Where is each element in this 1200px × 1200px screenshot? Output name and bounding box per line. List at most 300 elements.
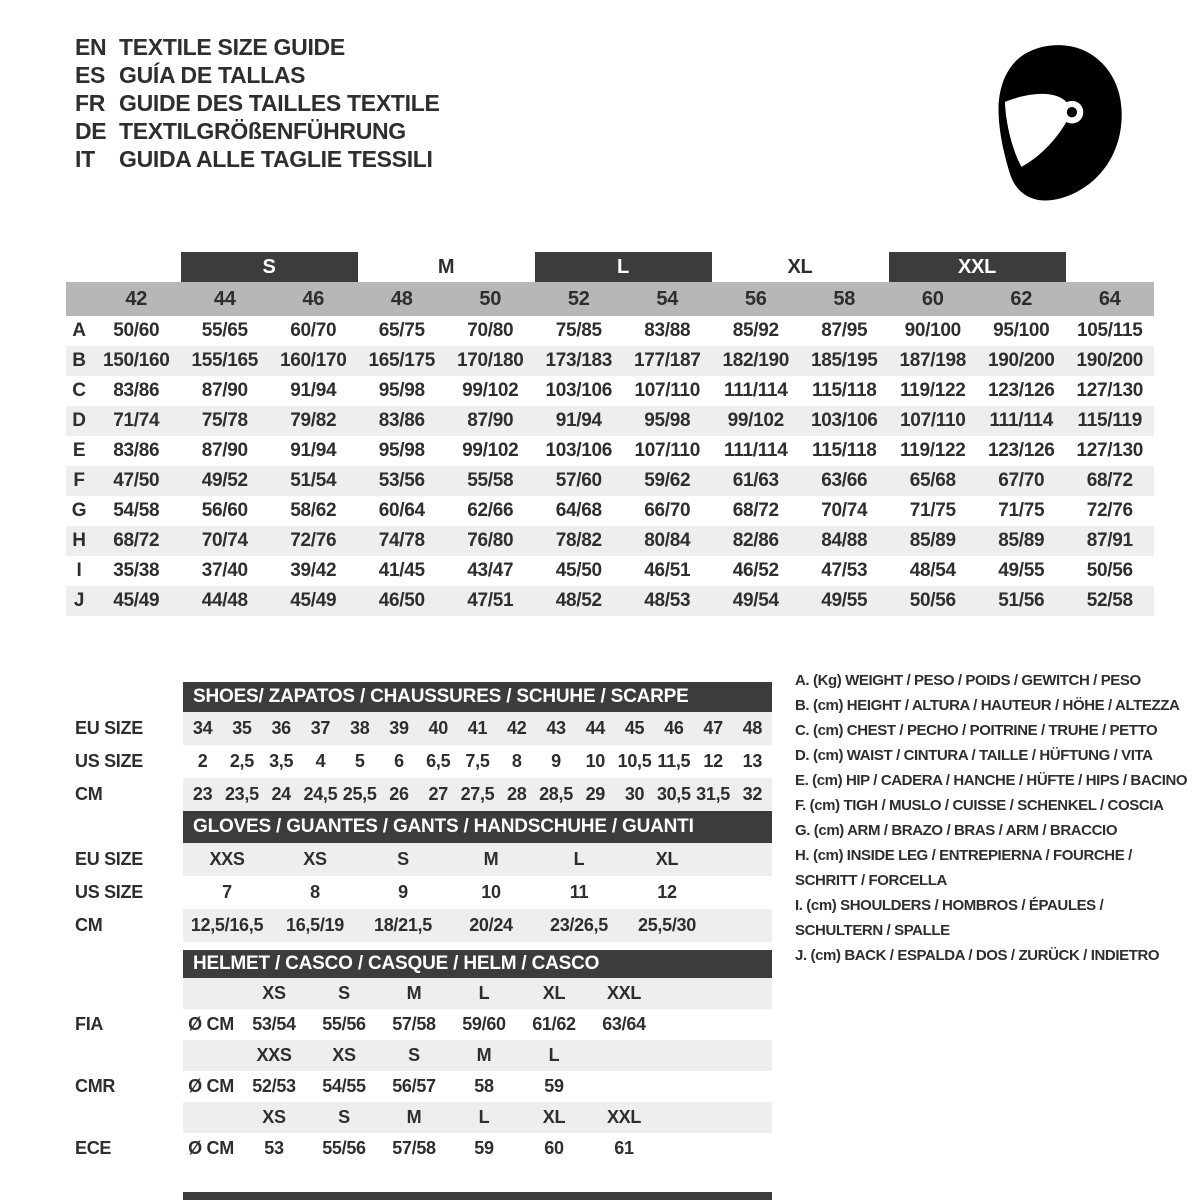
value-cell: 27 [428, 784, 448, 804]
value-cell: 44/48 [201, 590, 248, 611]
row-values [183, 876, 772, 909]
measure-row-j [66, 586, 1154, 616]
value-cell: 82/86 [732, 530, 779, 551]
size-group-m: M [437, 255, 455, 278]
value-cell: 63/64 [602, 1014, 646, 1034]
value-cell: 10,5 [617, 751, 652, 771]
value-cell: 20/24 [469, 915, 513, 935]
value-cell: 123/126 [987, 380, 1055, 401]
value-cell: 48/53 [644, 590, 691, 611]
helmet-value-row [62, 1071, 777, 1102]
value-cell: 45 [624, 718, 645, 738]
value-cell: 10 [481, 882, 501, 902]
value-cell: 59 [544, 1076, 564, 1096]
value-cell: 47/50 [113, 470, 160, 491]
value-cell: 54/55 [322, 1076, 366, 1096]
value-cell: 46/51 [644, 560, 691, 581]
size-label: M [476, 1045, 492, 1065]
row-label: EU SIZE [75, 849, 143, 869]
language-list [75, 33, 440, 173]
size-column-header: 44 [213, 287, 236, 310]
gloves-size-section [62, 811, 777, 942]
measurement-legend [795, 668, 1200, 968]
value-cell: 41 [467, 718, 488, 738]
value-cell: 49/55 [821, 590, 868, 611]
row-values [183, 712, 772, 745]
value-cell: 91/94 [290, 380, 337, 401]
value-cell: 76/80 [467, 530, 514, 551]
value-cell: 74/78 [378, 530, 425, 551]
legend-item: I. (cm) SHOULDERS / HOMBROS / ÉPAULES / [795, 897, 1104, 914]
measure-row-d [66, 406, 1154, 436]
value-cell: 57/58 [392, 1014, 436, 1034]
value-cell: 13 [742, 751, 763, 771]
value-cell: 85/89 [998, 530, 1045, 551]
value-cell: 59/62 [644, 470, 691, 491]
size-column-header: 42 [125, 287, 148, 310]
value-cell: 30,5 [656, 784, 691, 804]
value-cell: 111/114 [724, 440, 788, 461]
value-cell: 30 [624, 784, 645, 804]
value-cell: 83/86 [378, 410, 425, 431]
size-label: L [548, 1045, 560, 1065]
value-cell: 107/110 [899, 410, 966, 431]
value-cell: 59 [474, 1138, 494, 1158]
value-cell: 18/21,5 [374, 915, 432, 935]
value-cell: 95/98 [378, 380, 425, 401]
row-label: US SIZE [75, 882, 143, 902]
value-cell: 51/56 [998, 590, 1045, 611]
value-cell: 95/98 [644, 410, 691, 431]
standard-name: FIA [75, 1014, 104, 1034]
language-row [75, 33, 440, 61]
value-cell: 165/175 [368, 350, 436, 371]
row-letter: J [73, 590, 85, 611]
legend-item: SCHULTERN / SPALLE [795, 922, 950, 939]
size-group-l: L [535, 252, 712, 282]
value-cell: XL [655, 849, 679, 869]
value-cell: 49/55 [998, 560, 1045, 581]
helmet-value-row [62, 1009, 777, 1040]
size-label: XS [262, 1107, 286, 1127]
size-label: XS [262, 983, 286, 1003]
value-cell: 70/74 [821, 500, 868, 521]
language-row [75, 145, 440, 173]
value-cell: 8 [310, 882, 320, 902]
value-cell: 12 [657, 882, 677, 902]
value-cell: 53 [264, 1138, 284, 1158]
value-cell: 40 [428, 718, 448, 738]
value-cell: 45/49 [113, 590, 160, 611]
value-cell: 50/56 [1086, 560, 1133, 581]
value-cell: 85/89 [909, 530, 956, 551]
value-cell: 25,5/30 [638, 915, 696, 935]
value-cell: 55/56 [322, 1138, 366, 1158]
language-row [75, 117, 440, 145]
row-letter: D [72, 410, 86, 431]
value-cell: 16,5/19 [286, 915, 344, 935]
value-cell: 48/52 [555, 590, 602, 611]
value-cell: 75/78 [201, 410, 248, 431]
value-cell: 111/114 [724, 380, 788, 401]
size-column-header: 62 [1010, 287, 1033, 310]
measure-row-g [66, 496, 1154, 526]
row-values [183, 1009, 772, 1040]
value-cell: 24 [271, 784, 291, 804]
value-cell: 28 [507, 784, 527, 804]
language-code: DE [75, 118, 107, 144]
unit-cell: Ø CM [188, 1138, 234, 1158]
value-cell: 6,5 [426, 751, 451, 771]
value-cell: 84/88 [821, 530, 868, 551]
value-cell: 11 [569, 882, 589, 902]
value-cell: 99/102 [462, 380, 519, 401]
value-cell: 47/53 [821, 560, 868, 581]
value-cell: 190/200 [1076, 350, 1144, 371]
value-cell: 26 [389, 784, 409, 804]
value-cell: 182/190 [722, 350, 790, 371]
value-cell: 27,5 [460, 784, 495, 804]
value-cell: S [397, 849, 409, 869]
value-cell: 103/106 [545, 380, 613, 401]
value-cell: 87/90 [201, 380, 248, 401]
value-cell: 170/180 [456, 350, 524, 371]
value-cell: 80/84 [644, 530, 691, 551]
section-row [62, 778, 777, 811]
unit-cell: Ø CM [188, 1076, 234, 1096]
value-cell: 155/165 [191, 350, 259, 371]
language-row [75, 61, 440, 89]
value-cell: 103/106 [545, 440, 613, 461]
value-cell: 55/58 [467, 470, 514, 491]
value-cell: 39/42 [290, 560, 337, 581]
value-cell: 91/94 [555, 410, 602, 431]
value-cell: 23 [192, 784, 213, 804]
row-letter: I [76, 560, 82, 581]
value-cell: 56/60 [201, 500, 248, 521]
row-letter: H [72, 530, 86, 551]
row-values [183, 843, 772, 876]
value-cell: 45/50 [555, 560, 602, 581]
section-row [62, 843, 777, 876]
legend-item: SCHRITT / FORCELLA [795, 872, 947, 889]
value-cell: 43 [546, 718, 566, 738]
value-cell: 72/76 [290, 530, 337, 551]
row-letter: A [72, 320, 86, 341]
section-row [62, 909, 777, 942]
value-cell: 71/75 [998, 500, 1045, 521]
size-label: XL [542, 983, 566, 1003]
helmet-size-row [62, 1102, 777, 1133]
value-cell: 95/100 [993, 320, 1050, 341]
value-cell: 35/38 [113, 560, 160, 581]
value-cell: 6 [394, 751, 404, 771]
size-column-header: 52 [567, 287, 590, 310]
size-group-xl: XL [787, 255, 813, 278]
value-cell: 68/72 [732, 500, 779, 521]
helmet-value-row [62, 1133, 777, 1164]
value-cell: 46 [664, 718, 684, 738]
value-cell: 78/82 [555, 530, 602, 551]
size-label: XXS [256, 1045, 292, 1065]
value-cell: 44 [585, 718, 605, 738]
value-cell: 32 [742, 784, 763, 804]
value-cell: 31,5 [696, 784, 730, 804]
row-label: CM [75, 784, 103, 804]
value-cell: 60 [544, 1138, 564, 1158]
value-cell: 42 [507, 718, 527, 738]
value-cell: 24,5 [303, 784, 338, 804]
row-letter: C [72, 380, 86, 401]
value-cell: 187/198 [899, 350, 967, 371]
value-cell: 61/62 [532, 1014, 576, 1034]
value-cell: 115/118 [812, 380, 877, 401]
standard-name: ECE [75, 1138, 112, 1158]
language-label: TEXTILGRÖßENFÜHRUNG [119, 118, 406, 144]
value-cell: 103/106 [810, 410, 878, 431]
legend-item: G. (cm) ARM / BRAZO / BRAS / ARM / BRACCIO [795, 822, 1118, 839]
size-label: XXL [606, 983, 642, 1003]
value-cell: 68/72 [1086, 470, 1133, 491]
value-cell: 58 [474, 1076, 494, 1096]
size-label: L [478, 1107, 490, 1127]
value-cell: 48 [742, 718, 763, 738]
standard-name: CMR [75, 1076, 116, 1096]
value-cell: 3,5 [269, 751, 294, 771]
cut-off-section-bar [183, 1192, 772, 1200]
language-label: GUIDA ALLE TAGLIE TESSILI [119, 146, 433, 172]
row-label [62, 1102, 183, 1133]
legend-item: E. (cm) HIP / CADERA / HANCHE / HÜFTE / HIPS / BACINO [795, 772, 1188, 789]
value-cell: 56/57 [392, 1076, 436, 1096]
language-row [75, 89, 440, 117]
value-cell: 99/102 [727, 410, 784, 431]
value-cell: 12 [703, 751, 723, 771]
value-cell: 55/65 [201, 320, 248, 341]
value-cell: 36 [271, 718, 291, 738]
row-letter: E [72, 440, 86, 461]
row-letter: F [73, 470, 85, 491]
value-cell: 2,5 [229, 751, 254, 771]
value-cell: 71/75 [909, 500, 956, 521]
value-cell: 119/122 [899, 380, 966, 401]
value-cell: 60/70 [290, 320, 337, 341]
value-cell: XXS [209, 849, 245, 869]
language-code: EN [75, 34, 107, 60]
value-cell: 43/47 [467, 560, 514, 581]
row-values [183, 1102, 772, 1133]
size-column-header: 60 [921, 287, 944, 310]
value-cell: 48/54 [909, 560, 956, 581]
value-cell: 58/62 [290, 500, 337, 521]
value-cell: 177/187 [633, 350, 701, 371]
value-cell: 47/51 [467, 590, 514, 611]
size-column-header: 46 [302, 287, 325, 310]
value-cell: 57/58 [392, 1138, 436, 1158]
value-cell: 60/64 [378, 500, 425, 521]
value-cell: 123/126 [987, 440, 1055, 461]
measure-row-c [66, 376, 1154, 406]
legend-item: H. (cm) INSIDE LEG / ENTREPIERNA / FOURCHE / [795, 847, 1132, 864]
value-cell: 47 [703, 718, 723, 738]
value-cell: 87/91 [1086, 530, 1133, 551]
legend-item: A. (Kg) WEIGHT / PESO / POIDS / GEWITCH / PESO [795, 672, 1141, 689]
value-cell: 53/54 [252, 1014, 296, 1034]
language-code: ES [75, 62, 106, 88]
helmet-size-row [62, 978, 777, 1009]
size-column-header: 64 [1098, 287, 1121, 310]
size-label: XS [332, 1045, 356, 1065]
size-column-header: 54 [656, 287, 679, 310]
language-label: GUÍA DE TALLAS [119, 62, 306, 88]
language-label: TEXTILE SIZE GUIDE [119, 34, 345, 60]
value-cell: 7,5 [465, 751, 490, 771]
value-cell: 8 [511, 751, 522, 771]
row-label: US SIZE [75, 751, 143, 771]
value-cell: 75/85 [555, 320, 602, 341]
value-cell: 51/54 [290, 470, 337, 491]
section-row [62, 745, 777, 778]
value-cell: 29 [585, 784, 605, 804]
value-cell: 87/90 [467, 410, 514, 431]
section-title: HELMET / CASCO / CASQUE / HELM / CASCO [193, 953, 600, 974]
unit-cell: Ø CM [188, 1014, 234, 1034]
value-cell: 87/95 [821, 320, 868, 341]
value-cell: 52/53 [252, 1076, 296, 1096]
helmet-size-row [62, 1040, 777, 1071]
value-cell: 83/86 [113, 380, 160, 401]
value-cell: 28,5 [539, 784, 573, 804]
size-number-row [66, 282, 1154, 316]
legend-item: B. (cm) HEIGHT / ALTURA / HAUTEUR / HÖHE / ALTEZZA [795, 697, 1180, 714]
row-values [183, 1133, 772, 1164]
row-values [183, 1071, 772, 1102]
value-cell: M [483, 849, 499, 869]
value-cell: 23/26,5 [550, 915, 608, 935]
value-cell: XS [303, 849, 327, 869]
size-column-header: 48 [390, 287, 413, 310]
size-column-header: 50 [479, 287, 502, 310]
value-cell: 99/102 [462, 440, 519, 461]
row-label: EU SIZE [75, 718, 143, 738]
section-title: GLOVES / GUANTES / GANTS / HANDSCHUHE / GUANTI [193, 816, 694, 837]
legend-item: F. (cm) TIGH / MUSLO / CUISSE / SCHENKEL / COSCIA [795, 797, 1164, 814]
value-cell: 90/100 [904, 320, 961, 341]
value-cell: 9 [398, 882, 408, 902]
value-cell: 107/110 [634, 380, 701, 401]
value-cell: 61 [614, 1138, 634, 1158]
size-label: XXL [606, 1107, 642, 1127]
value-cell: 23,5 [224, 784, 259, 804]
size-header-row [66, 252, 1154, 282]
value-cell: 115/119 [1077, 410, 1142, 431]
value-cell: 2 [197, 751, 208, 771]
value-cell: 79/82 [290, 410, 337, 431]
value-cell: 111/114 [989, 410, 1053, 431]
value-cell: 185/195 [810, 350, 878, 371]
value-cell: 5 [354, 751, 365, 771]
value-cell: 65/68 [909, 470, 956, 491]
measure-row-e [66, 436, 1154, 466]
size-column-header: 58 [833, 287, 856, 310]
measure-row-b [66, 346, 1154, 376]
size-label: L [478, 983, 490, 1003]
value-cell: 52/58 [1086, 590, 1133, 611]
language-code: IT [75, 146, 95, 172]
row-values [183, 1040, 772, 1071]
value-cell: 62/66 [467, 500, 514, 521]
value-cell: 34 [192, 718, 213, 738]
value-cell: 107/110 [634, 440, 701, 461]
value-cell: 85/92 [732, 320, 779, 341]
row-letter: B [72, 350, 86, 371]
value-cell: 95/98 [378, 440, 425, 461]
section-title-bar [183, 682, 772, 712]
language-code: FR [75, 90, 106, 116]
legend-item: D. (cm) WAIST / CINTURA / TAILLE / HÜFTUNG / VITA [795, 747, 1153, 764]
size-label: M [406, 983, 422, 1003]
value-cell: 54/58 [113, 500, 160, 521]
value-cell: 11,5 [657, 751, 691, 771]
measure-row-f [66, 466, 1154, 496]
size-group-s: S [181, 252, 358, 282]
value-cell: 127/130 [1076, 440, 1144, 461]
row-label [62, 978, 183, 1009]
value-cell: 25,5 [342, 784, 377, 804]
size-label: S [338, 983, 350, 1003]
value-cell: 9 [551, 751, 561, 771]
section-row [62, 876, 777, 909]
value-cell: 10 [585, 751, 605, 771]
value-cell: L [573, 849, 585, 869]
size-label: M [406, 1107, 422, 1127]
value-cell: 63/66 [821, 470, 868, 491]
row-values [183, 978, 772, 1009]
language-label: GUIDE DES TAILLES TEXTILE [119, 90, 440, 116]
value-cell: 53/56 [378, 470, 425, 491]
value-cell: 150/160 [102, 350, 170, 371]
size-label: XL [542, 1107, 566, 1127]
row-label: CM [75, 915, 103, 935]
racing-helmet-icon [980, 40, 1135, 205]
value-cell: 39 [389, 718, 409, 738]
value-cell: 59/60 [462, 1014, 506, 1034]
value-cell: 83/86 [113, 440, 160, 461]
value-cell: 71/74 [113, 410, 160, 431]
row-label [62, 1040, 183, 1071]
value-cell: 83/88 [644, 320, 691, 341]
value-cell: 105/115 [1076, 320, 1143, 341]
textile-size-table [66, 252, 1154, 616]
value-cell: 87/90 [201, 440, 248, 461]
shoes-size-section [62, 682, 777, 811]
value-cell: 70/80 [467, 320, 514, 341]
measure-row-a [66, 316, 1154, 346]
value-cell: 67/70 [998, 470, 1045, 491]
size-column-header: 56 [744, 287, 767, 310]
legend-item: C. (cm) CHEST / PECHO / POITRINE / TRUHE / PETTO [795, 722, 1158, 739]
value-cell: 57/60 [555, 470, 602, 491]
row-values [183, 745, 772, 778]
size-label: S [338, 1107, 350, 1127]
value-cell: 119/122 [899, 440, 966, 461]
value-cell: 49/52 [201, 470, 248, 491]
value-cell: 55/56 [322, 1014, 366, 1034]
value-cell: 190/200 [987, 350, 1055, 371]
measure-row-h [66, 526, 1154, 556]
value-cell: 46/52 [732, 560, 779, 581]
value-cell: 72/76 [1086, 500, 1133, 521]
